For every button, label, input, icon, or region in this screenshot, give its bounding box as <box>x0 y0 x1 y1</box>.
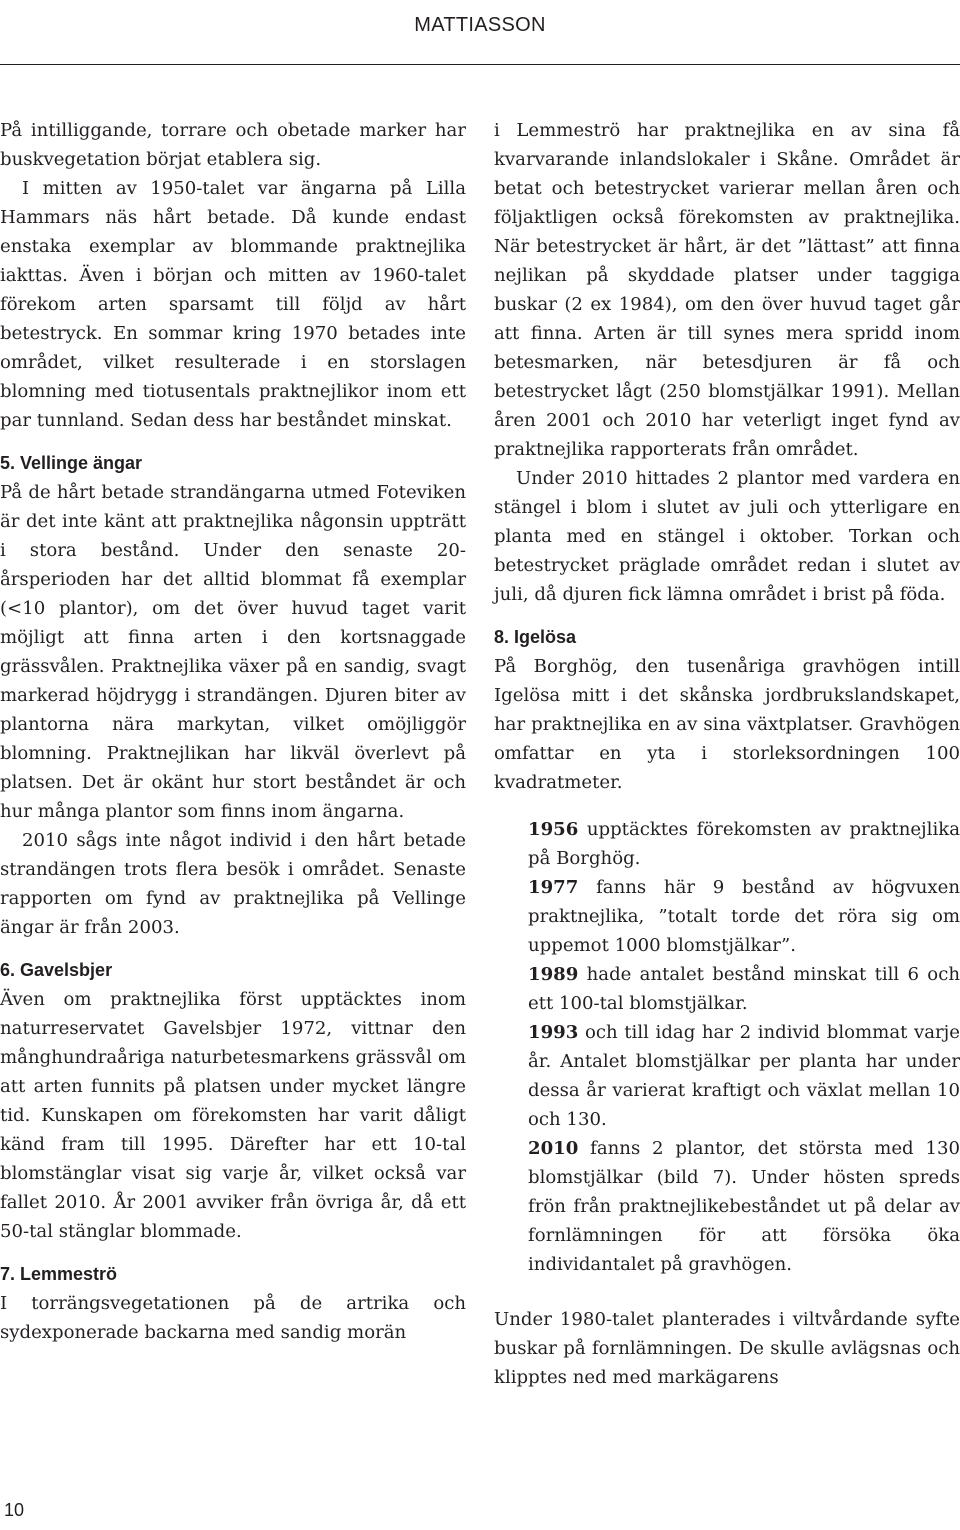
timeline <box>528 815 960 1279</box>
paragraph: Även om praktnejlika först upptäcktes inom naturreservatet Gavelsbjer 1972, vittnar den månghundraåriga naturbetesmarkens grässvål om att arten funnits på platsen under mycket längre tid. Kunskapen om förekomsten har varit dåligt känd fram till 1995. Därefter har ett 10-tal blomstänglar visat sig varje år, vilket också var fallet 2010. År 2001 avviker från övriga år, då ett 50-tal stänglar blommade. <box>0 989 466 1242</box>
timeline-year: 1956 <box>528 819 579 840</box>
paragraph: i Lemmeströ har praktnejlika en av sina få kvarvarande inlandslokaler i Skåne. Området är betat och betestrycket varierar mellan åren och följaktligen också förekomsten av praktnejlika. När betestrycket är hårt, är det ”lättast” att finna nejlikan på skyddade platser under taggiga buskar (2 ex 1984), om den över huvud taget går att finna. Arten är till synes mera spridd inom betesmarken, när betesdjuren är få och betestrycket lågt (250 blomstjälkar 1991). Mellan åren 2001 och 2010 har veterligt inget fynd av praktnejlika rapporterats från området. <box>494 120 960 460</box>
paragraph: 2010 sågs inte något individ i den hårt betade strandängen trots flera besök i området. Senaste rapporten om fynd av praktnejlika på Vellinge ängar är från 2003. <box>0 830 466 938</box>
timeline-text: fanns 2 plantor, det största med 130 blomstjälkar (bild 7). Under hösten spreds frön från praktnejlikebeståndet ut på delar av fornlämningen för att försöka öka individantalet på gravhögen. <box>528 1138 960 1275</box>
section-heading-gavelsbjer: 6. Gavelsbjer <box>0 960 113 980</box>
timeline-year: 1977 <box>528 877 579 898</box>
paragraph: Under 2010 hittades 2 plantor med vardera en stängel i blom i slutet av juli och ytterligare en planta med en stängel i oktober. Torkan och betestrycket präglade området redan i slutet av juli, då djuren fick lämna området i brist på föda. <box>494 468 960 605</box>
timeline-text: hade antalet bestånd minskat till 6 och ett 100-tal blomstjälkar. <box>528 964 960 1014</box>
paragraph: På Borghög, den tusenåriga gravhögen intill Igelösa mitt i det skånska jordbrukslandskapet, har praktnejlika en av sina växtplatser. Gravhögen omfattar en yta i storleksordningen 100 kvadratmeter. <box>494 656 960 793</box>
running-header: MATTIASSON <box>414 14 546 36</box>
right-column <box>494 116 960 1392</box>
timeline-entry <box>528 960 960 1018</box>
timeline-year: 2010 <box>528 1138 579 1159</box>
paragraph: På de hårt betade strandängarna utmed Foteviken är det inte känt att praktnejlika någonsin uppträtt i stora bestånd. Under den senaste 20-årsperioden har det alltid blommat få exemplar (<10 plantor), om det över huvud taget varit möjligt att finna arten i den kortsnaggade grässvålen. Praktnejlika växer på en sandig, svagt markerad höjdrygg i strandängen. Djuren biter av plantorna nära markytan, vilket omöjliggör blomning. Praktnejlikan har likväl överlevt på platsen. Det är okänt hur stort beståndet är och hur många plantor som finns inom ängarna. <box>0 482 466 822</box>
paragraph: Under 1980-talet planterades i viltvårdande syfte buskar på fornlämningen. De skulle avlägsnas och klipptes ned med markägarens <box>494 1309 960 1388</box>
section-heading-lemmestro: 7. Lemmeströ <box>0 1264 118 1284</box>
timeline-entry <box>528 873 960 960</box>
timeline-text: och till idag har 2 individ blommat varje år. Antalet blomstjälkar per planta har under dessa år varierat kraftigt och växlat mellan 10 och 130. <box>528 1022 960 1130</box>
header-rule <box>0 64 960 65</box>
timeline-text: upptäcktes förekomsten av praktnejlika på Borghög. <box>528 819 960 869</box>
page-number: 10 <box>4 1500 25 1520</box>
paragraph: I torrängsvegetationen på de artrika och sydexponerade backarna med sandig morän <box>0 1293 466 1343</box>
paragraph: På intilliggande, torrare och obetade marker har buskvegetation börjat etablera sig. <box>0 120 466 170</box>
timeline-year: 1993 <box>528 1022 579 1043</box>
timeline-text: fanns här 9 bestånd av högvuxen praktnejlika, ”totalt torde det röra sig om uppemot 1000 blomstjälkar”. <box>528 877 960 956</box>
timeline-entry <box>528 1134 960 1279</box>
timeline-year: 1989 <box>528 964 579 985</box>
timeline-entry <box>528 815 960 873</box>
section-heading-vellinge: 5. Vellinge ängar <box>0 453 143 473</box>
paragraph: I mitten av 1950-talet var ängarna på Lilla Hammars näs hårt betade. Då kunde endast enstaka exemplar av blommande praktnejlika iakttas. Även i början och mitten av 1960-talet förekom arten sparsamt till följd av hårt betestryck. En sommar kring 1970 betades inte området, vilket resulterade i en storslagen blomning med tiotusentals praktnejlikor inom ett par tunnland. Sedan dess har beståndet minskat. <box>0 178 466 431</box>
left-column <box>0 116 466 1347</box>
timeline-entry <box>528 1018 960 1134</box>
section-heading-igelosa: 8. Igelösa <box>494 627 577 647</box>
